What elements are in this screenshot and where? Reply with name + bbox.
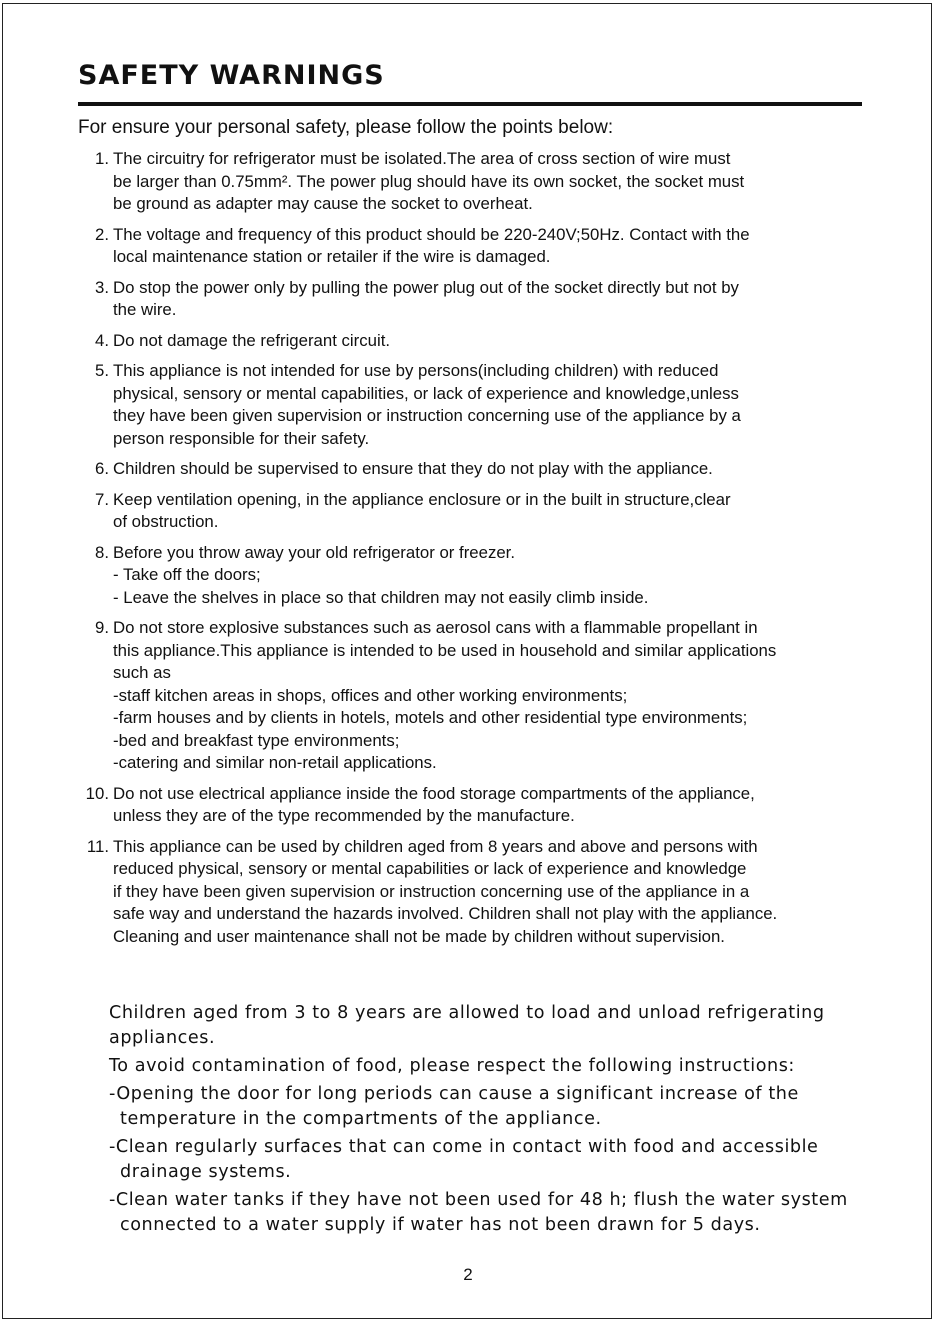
warning-item (0, 617, 936, 775)
item-number: 1. (95, 149, 109, 168)
instruction-line: -Clean regularly surfaces that can come in contact with food and accessible (109, 1137, 819, 1157)
item-text-line: person responsible for their safety. (113, 428, 370, 448)
warning-item (0, 277, 936, 322)
warning-item (0, 224, 936, 269)
item-text-line: -farm houses and by clients in hotels, motels and other residential type environments; (113, 708, 748, 727)
item-text-line: be larger than 0.75mm². The power plug should have its own socket, the socket must (113, 171, 745, 191)
item-text-line: Before you throw away your old refrigerator or freezer. (113, 542, 516, 562)
item-text-line: This appliance can be used by children aged from 8 years and above and persons with (113, 836, 758, 856)
instruction-line: connected to a water supply if water has not been drawn for 5 days. (120, 1215, 761, 1235)
warning-item (0, 542, 936, 610)
instruction-paragraph (109, 1001, 848, 1051)
item-text-line: - Take off the doors; (113, 565, 261, 584)
warning-item (0, 360, 936, 450)
item-number: 11. (86, 836, 109, 856)
instruction-line: -Clean water tanks if they have not been used for 48 h; flush the water system (109, 1190, 848, 1210)
title-underline (78, 102, 862, 106)
item-text-line: Children should be supervised to ensure that they do not play with the appliance. (113, 459, 713, 478)
instruction-line: temperature in the compartments of the appliance. (120, 1109, 602, 1129)
warning-item (0, 330, 936, 353)
additional-instructions (109, 1001, 848, 1238)
item-number: 5. (95, 361, 109, 380)
item-number: 8. (95, 542, 109, 562)
item-text-line: -catering and similar non-retail applications. (113, 753, 437, 772)
intro-text: For ensure your personal safety, please follow the points below: (78, 117, 614, 138)
item-text-line: -bed and breakfast type environments; (113, 730, 400, 750)
instruction-paragraph (109, 1082, 848, 1132)
warnings-list (0, 148, 936, 948)
instruction-line: appliances. (109, 1028, 216, 1048)
item-number: 3. (95, 277, 109, 297)
item-text-line: The voltage and frequency of this product should be 220-240V;50Hz. Contact with the (113, 224, 750, 244)
item-text-line: The circuitry for refrigerator must be isolated.The area of cross section of wire must (113, 149, 731, 168)
page-title: SAFETY WARNINGS (78, 60, 385, 91)
item-text-line: they have been given supervision or instruction concerning use of the appliance by a (113, 406, 741, 425)
item-number: 6. (95, 459, 109, 478)
item-text-line: the wire. (113, 300, 177, 319)
item-number: 7. (95, 489, 109, 509)
instruction-paragraph (109, 1054, 848, 1079)
item-text-line: Do stop the power only by pulling the power plug out of the socket directly but not by (113, 277, 739, 297)
item-text-line: Do not damage the refrigerant circuit. (113, 330, 391, 350)
item-text-line: local maintenance station or retailer if the wire is damaged. (113, 247, 551, 266)
warning-item (0, 458, 936, 481)
item-number: 9. (95, 618, 109, 637)
instruction-line: To avoid contamination of food, please respect the following instructions: (109, 1056, 795, 1076)
page-number: 2 (463, 1265, 473, 1284)
warning-item (0, 148, 936, 216)
item-text-line: unless they are of the type recommended by the manufacture. (113, 806, 575, 825)
instruction-paragraph (109, 1135, 848, 1185)
instruction-paragraph (109, 1188, 848, 1238)
item-text-line: if they have been given supervision or instruction concerning use of the appliance in a (113, 881, 750, 901)
item-text-line: reduced physical, sensory or mental capabilities or lack of experience and knowledge (113, 859, 747, 878)
item-text-line: be ground as adapter may cause the socket to overheat. (113, 194, 533, 213)
item-text-line: Keep ventilation opening, in the appliance enclosure or in the built in structure,clear (113, 489, 731, 509)
item-text-line: safe way and understand the hazards involved. Children shall not play with the appliance. (113, 904, 778, 923)
instruction-line: -Opening the door for long periods can cause a significant increase of the (109, 1084, 799, 1104)
item-text-line: Do not use electrical appliance inside the food storage compartments of the appliance, (113, 783, 755, 803)
item-text-line: this appliance.This appliance is intended to be used in household and similar applications (113, 640, 777, 660)
warning-item (0, 783, 936, 828)
item-text-line: - Leave the shelves in place so that children may not easily climb inside. (113, 587, 649, 607)
item-text-line: physical, sensory or mental capabilities, or lack of experience and knowledge,unless (113, 383, 739, 403)
instruction-line: drainage systems. (120, 1162, 292, 1182)
item-text-line: Cleaning and user maintenance shall not be made by children without supervision. (113, 926, 725, 946)
item-number: 10. (85, 783, 109, 803)
item-text-line: such as (113, 663, 171, 682)
item-text-line: This appliance is not intended for use by persons(including children) with reduced (113, 361, 719, 380)
warning-item (0, 489, 936, 534)
item-number: 4. (95, 330, 109, 350)
item-text-line: of obstruction. (113, 512, 219, 531)
item-text-line: -staff kitchen areas in shops, offices and other working environments; (113, 685, 628, 705)
warning-item (0, 836, 936, 949)
instruction-line: Children aged from 3 to 8 years are allowed to load and unload refrigerating (109, 1003, 825, 1023)
item-text-line: Do not store explosive substances such as aerosol cans with a flammable propellant in (113, 618, 758, 637)
item-number: 2. (95, 224, 109, 244)
